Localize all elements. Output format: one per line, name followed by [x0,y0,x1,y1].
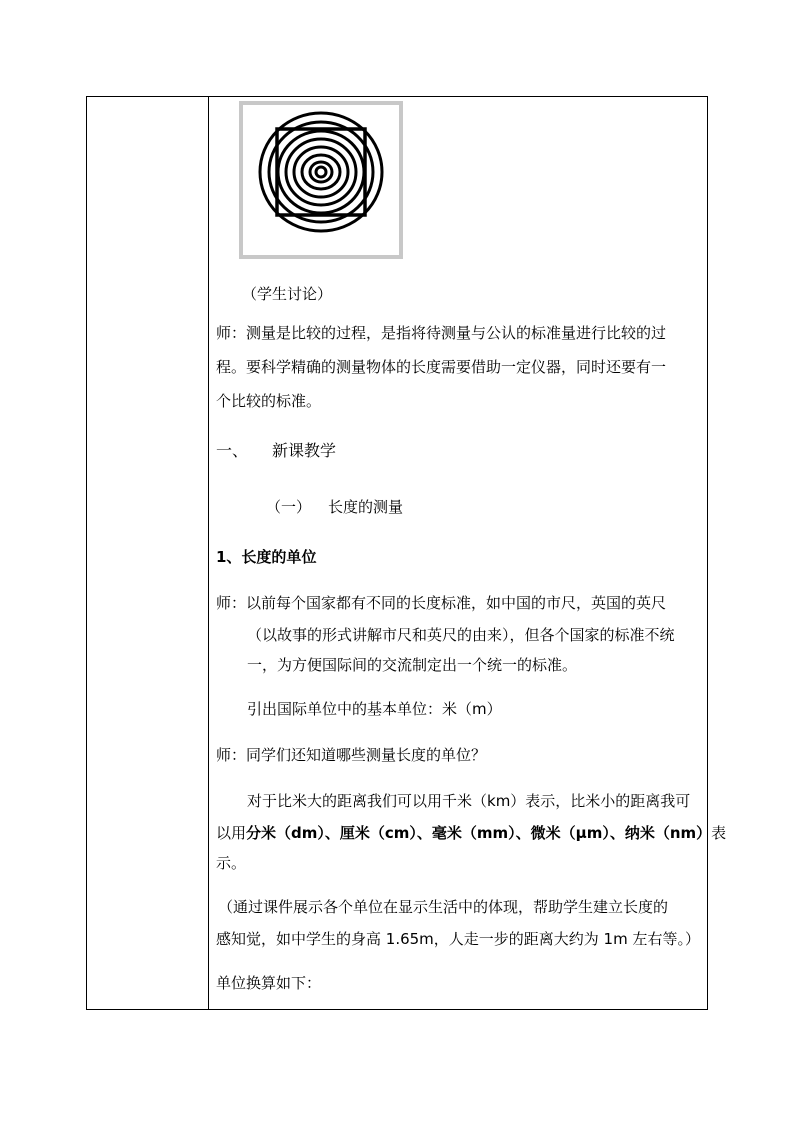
subsection-number: （一） [266,498,312,516]
illusion-figure [239,101,403,259]
body-line: 单位换算如下： [216,974,322,992]
caption-student-discussion: （学生讨论） [242,285,333,303]
intro-line-3: 个比较的标准。 [216,392,322,410]
section-title: 新课教学 [272,441,337,460]
body-line: 师：同学们还知道哪些测量长度的单位？ [216,746,487,764]
section-number: 一、 [216,441,249,460]
body-line: 感知觉，如中学生的身高 1.65m，人走一步的距离大约为 1m 左右等。） [216,930,700,948]
subsection-title: 长度的测量 [328,498,404,516]
body-line: 师：以前每个国家都有不同的长度标准，如中国的市尺，英国的英尺 [216,594,667,612]
heading-length-unit: 1、长度的单位 [216,548,317,566]
intro-line-1: 师：测量是比较的过程，是指将待测量与公认的标准量进行比较的过 [216,324,667,342]
concentric-circles-square-diagram [243,105,399,255]
units-prefix: 以用 [216,824,247,842]
body-line: （以故事的形式讲解市尺和英尺的由来），但各个国家的标准不统 [247,626,675,644]
body-line: （通过课件展示各个单位在显示生活中的体现，帮助学生建立长度的 [218,898,669,916]
units-list-bold: 分米（dm）、厘米（cm）、毫米（mm）、微米（μm）、纳米（nm） [246,824,712,842]
body-line: 对于比米大的距离我们可以用千米（km）表示，比米小的距离我可 [247,792,691,810]
body-line: 一，为方便国际间的交流制定出一个统一的标准。 [247,656,578,674]
table-column-divider [208,97,209,1009]
intro-line-2: 程。要科学精确的测量物体的长度需要借助一定仪器，同时还要有一 [216,358,667,376]
body-line-units [216,816,726,850]
body-line: 示。 [216,854,247,872]
body-line: 引出国际单位中的基本单位：米（m） [247,700,502,718]
units-suffix: 表 [711,824,727,842]
